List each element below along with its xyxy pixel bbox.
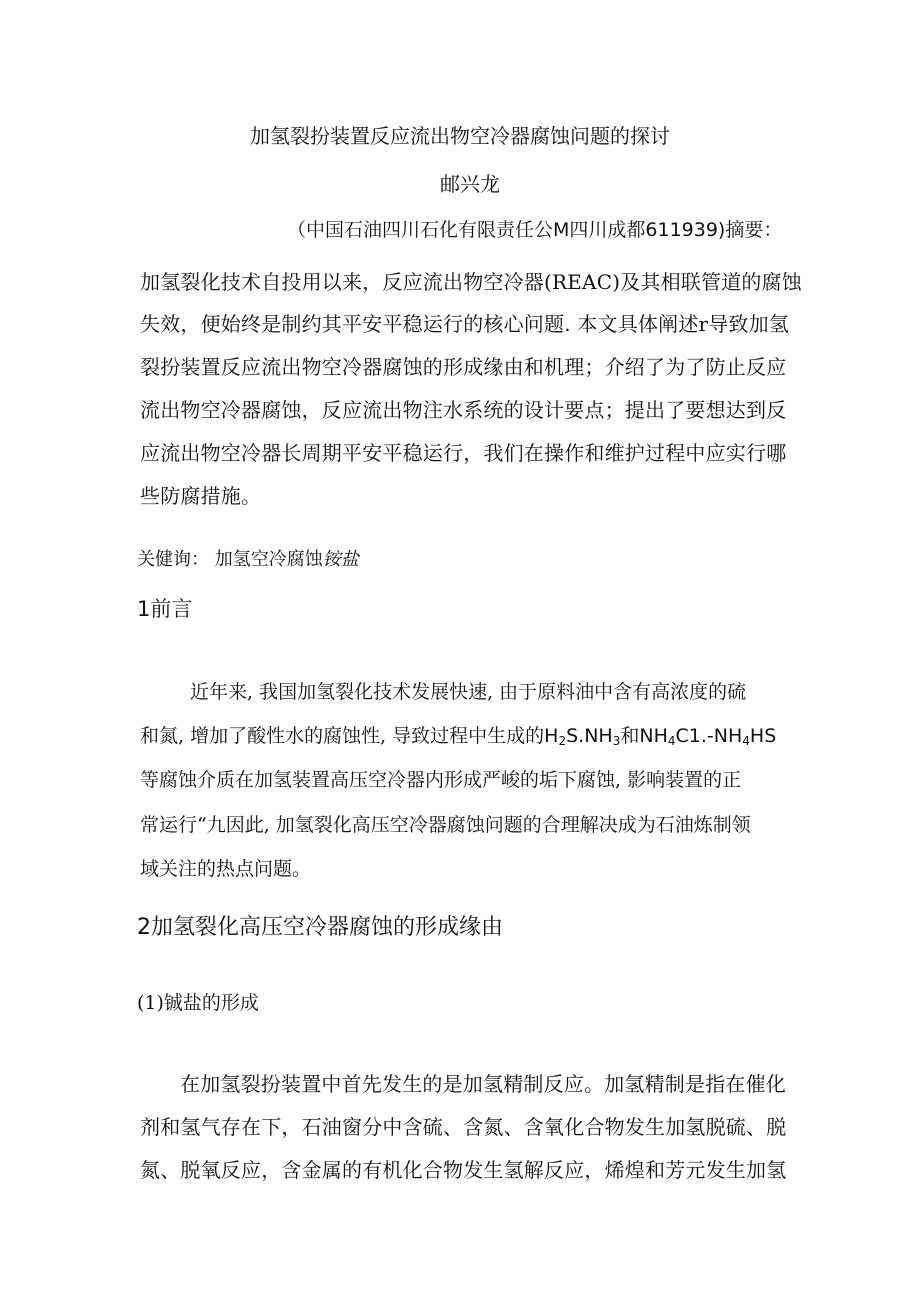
keywords-line [137,546,359,574]
author-name: 邮兴龙 [440,172,500,196]
abstract-line: 裂扮装置反应流出物空冷器腐蚀的形成缘由和机理；介绍了为了防止反应 [140,355,787,379]
text-run: 和 [620,725,640,747]
paragraph-line: 剂和氢气存在下，石油窗分中含硫、含氮、含氧化合物发生加氢脱硫、脱 [140,1115,787,1139]
paragraph-line: 在加氢裂扮装置中首先发生的是加氢精制反应。加氢精制是指在催化 [180,1072,786,1096]
affiliation-line: （中国石油四川石化有限责任公M四川成都611939)摘要： [287,219,783,241]
abstract-line: 加氢裂化技术自投用以来，反应流出物空冷器(REAC)及其相联管道的腐蚀 [140,270,803,294]
section-heading-intro: 1前言 [137,597,193,621]
abstract-line: 流出物空冷器腐蚀，反应流出物注水系统的设计要点；提出了要想达到反 [140,398,787,422]
paragraph-line: 近年来, 我国加氢裂化技术发展快速, 由于原料油中含有高浓度的硫 [190,681,747,703]
abstract-line: 应流出物空冷器长周期平安平稳运行，我们在操作和维护过程中应实行哪 [140,441,787,465]
keywords-value-italic: 铵盐 [322,549,359,570]
paragraph-line: 常运行“九因此, 加氢裂化高压空冷器腐蚀问题的合理解决成为石油炼制领 [140,814,751,836]
subsection-heading: (1)铖盐的形成 [137,992,259,1014]
paragraph-line-formula [140,722,776,750]
abstract-line: 失效，便始终是制约其平安平稳运行的核心问题. 本文具体阐述r导致加氢 [140,312,790,336]
keywords-label: 关健询： [137,549,209,570]
section-heading-causes: 2加氢裂化高压空冷器腐蚀的形成缘由 [137,915,503,940]
document-title: 加氢裂扮装置反应流出物空冷器腐蚀问题的探讨 [250,124,670,148]
formula-nh4cl-nh4hs: $NH_4C1.-NH_4HS$ [639,725,777,748]
paragraph-line: 氮、脱氧反应，含金属的有机化合物发生氢解反应，烯煌和芳元发生加氢 [140,1158,787,1182]
text-run: 和氮, 增加了酸性水的腐蚀性, 导致过程中生成的 [140,725,545,747]
abstract-line: 些防腐措施。 [140,484,262,508]
paragraph-line: 等腐蚀介质在加氢装置高压空冷器内形成严峻的垢下腐蚀, 影响装置的正 [140,769,742,791]
keywords-value: 加氢空冷腐蚀 [214,549,323,570]
formula-h2s-nh3: $H_2S.NH_3$ [544,725,621,748]
paragraph-line: 域关注的热点问题。 [140,858,312,880]
